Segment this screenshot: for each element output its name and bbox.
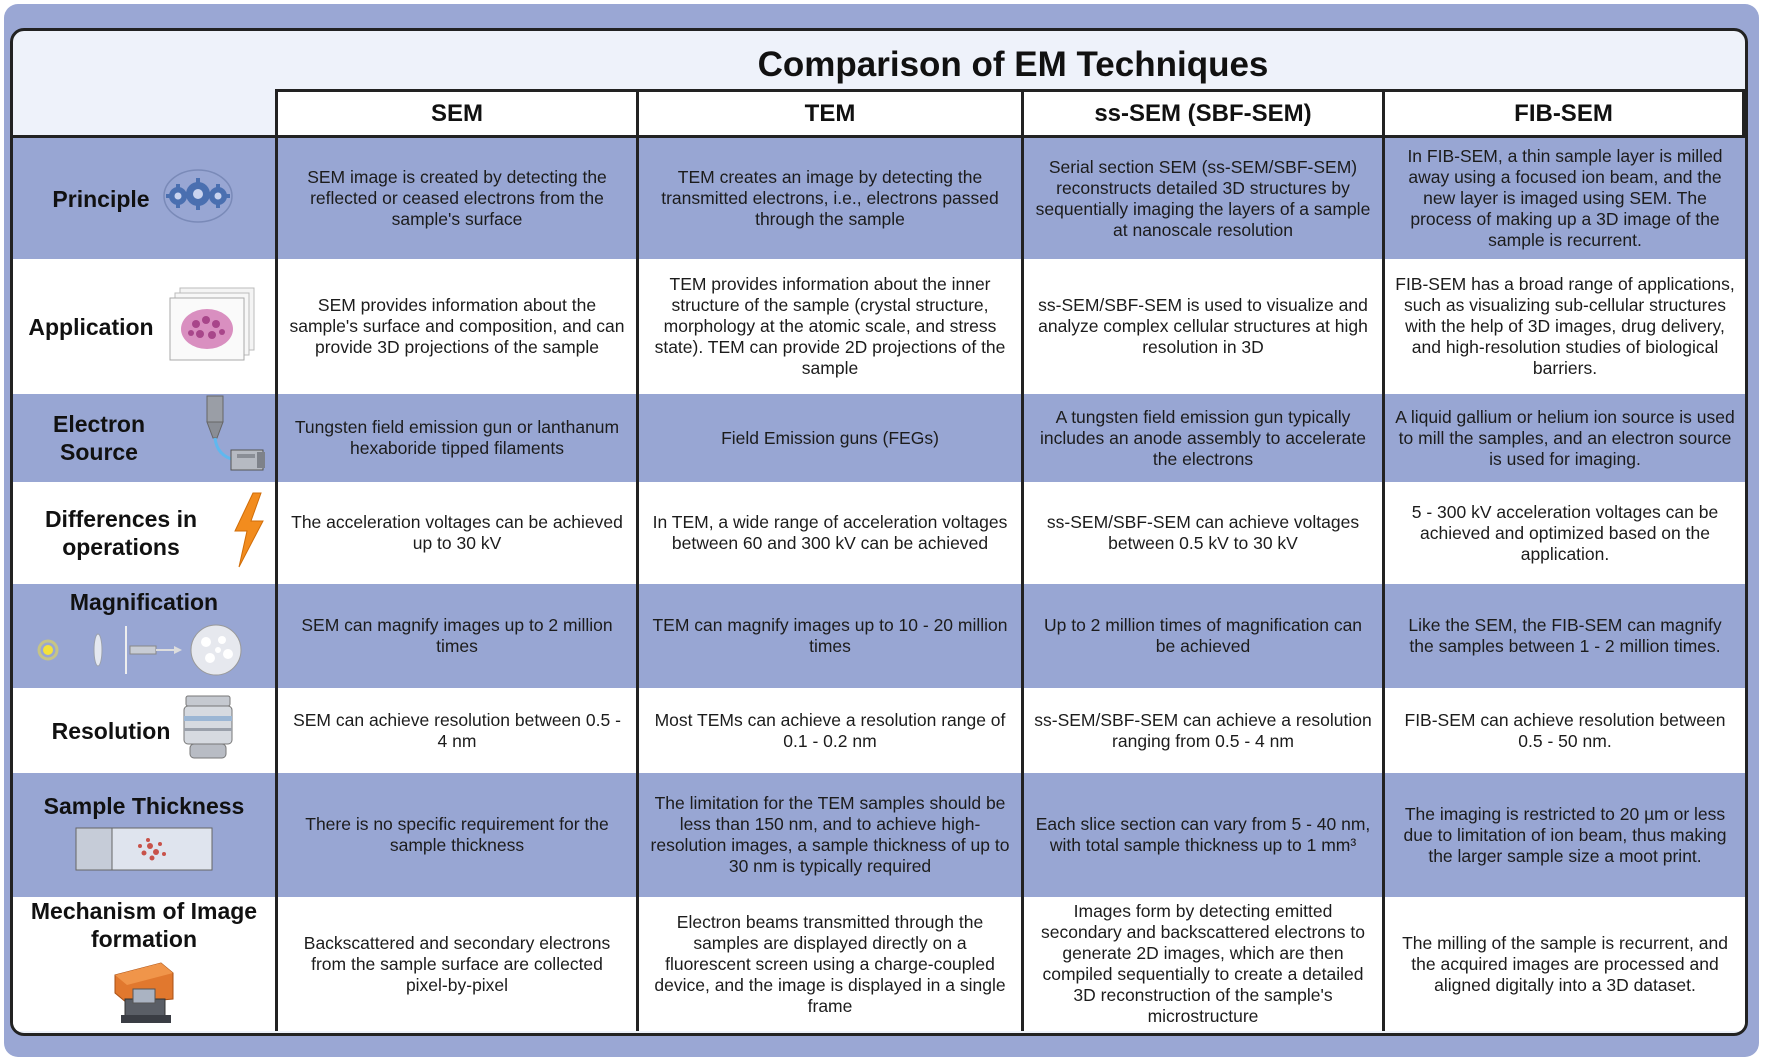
cell-magnification-tem: TEM can magnify images up to 10 - 20 million times [636,584,1021,688]
tissue-slides-icon [164,284,260,370]
cell-resolution-ss-sem: ss-SEM/SBF-SEM can achieve a resolution ranging from 0.5 - 4 nm [1021,688,1382,773]
cell-principle-fib-sem: In FIB-SEM, a thin sample layer is milled away using a focused ion beam, and the new layer is imaged using SEM. The process of making up a 3D image of the sample is recurrent. [1382,138,1745,259]
column-header-fib-sem: FIB-SEM [1382,89,1745,138]
cell-thickness-fib-sem: The imaging is restricted to 20 µm or less due to limitation of ion beam, thus making the larger sample size a moot print. [1382,773,1745,897]
row-label-text: Sample Thickness [43,793,245,819]
row-label-text: Mechanism of Image formation [30,898,258,952]
cell-mechanism-ss-sem: Images form by detecting emitted secondary and backscattered electrons to generate 2D images, which are then compiled sequentially to create a detailed 3D reconstruction of the sample's microstructure [1021,897,1382,1031]
microscope-slide-icon [74,826,214,878]
cell-electron-source-fib-sem: A liquid gallium or helium ion source is used to mill the samples, and an electron source is used for imaging. [1382,394,1745,482]
cell-thickness-ss-sem: Each slice section can vary from 5 - 40 nm, with total sample thickness up to 1 mm³ [1021,773,1382,897]
electron-gun-icon [187,394,267,482]
gears-icon [160,166,236,232]
comparison-table [13,89,1745,1031]
magnification-optics-icon [34,622,254,684]
row-label-text: Application [28,313,154,340]
row-label-text: Electron Source [52,411,146,465]
cell-application-fib-sem: FIB-SEM has a broad range of applications, such as visualizing sub-cellular structures with the help of 3D images, drug delivery, and high-resolution studies of biological barriers. [1382,259,1745,394]
objective-lens-icon [180,694,236,768]
row-label-text: Differences in operations [44,506,198,560]
cell-operations-ss-sem: ss-SEM/SBF-SEM can achieve voltages between 0.5 kV to 30 kV [1021,482,1382,584]
cell-electron-source-ss-sem: A tungsten field emission gun typically includes an anode assembly to accelerate the electrons [1021,394,1382,482]
cell-operations-sem: The acceleration voltages can be achieved up to 30 kV [275,482,636,584]
row-label-resolution [13,688,275,773]
cell-thickness-tem: The limitation for the TEM samples should be less than 150 nm, and to achieve high-resolution images, a sample thickness of up to 30 nm is typically required [636,773,1021,897]
row-label-electron-source [13,394,275,482]
row-label-differences-in-operations [13,482,275,584]
cell-operations-tem: In TEM, a wide range of acceleration voltages between 60 and 300 kV can be achieved [636,482,1021,584]
row-label-application [13,259,275,394]
cell-mechanism-sem: Backscattered and secondary electrons from the sample surface are collected pixel-by-pixel [275,897,636,1031]
cell-resolution-tem: Most TEMs can achieve a resolution range of 0.1 - 0.2 nm [636,688,1021,773]
comparison-panel [10,28,1748,1036]
cell-application-ss-sem: ss-SEM/SBF-SEM is used to visualize and analyze complex cellular structures at high resolution in 3D [1021,259,1382,394]
row-label-mechanism [13,897,275,1031]
cell-application-tem: TEM provides information about the inner structure of the sample (crystal structure, morphology at the atomic scale, and stress state). TEM can provide 2D projections of the sample [636,259,1021,394]
cell-mechanism-fib-sem: The milling of the sample is recurrent, and the acquired images are processed and aligned digitally into a 3D dataset. [1382,897,1745,1031]
column-header-tem: TEM [636,89,1021,138]
row-label-magnification [13,584,275,688]
cell-magnification-fib-sem: Like the SEM, the FIB-SEM can magnify the samples between 1 - 2 million times. [1382,584,1745,688]
page-title: Comparison of EM Techniques [757,45,1269,84]
cell-resolution-fib-sem: FIB-SEM can achieve resolution between 0.5 - 50 nm. [1382,688,1745,773]
row-label-text: Principle [52,185,150,212]
cell-resolution-sem: SEM can achieve resolution between 0.5 - 4 nm [275,688,636,773]
cell-magnification-sem: SEM can magnify images up to 2 million times [275,584,636,688]
row-label-text: Resolution [51,717,171,744]
cell-principle-ss-sem: Serial section SEM (ss-SEM/SBF-SEM) reconstructs detailed 3D structures by sequentially imaging the layers of a sample at nanoscale resolution [1021,138,1382,259]
cell-electron-source-sem: Tungsten field emission gun or lanthanum hexaboride tipped filaments [275,394,636,482]
cell-thickness-sem: There is no specific requirement for the sample thickness [275,773,636,897]
cell-mechanism-tem: Electron beams transmitted through the samples are displayed directly on a fluorescent screen using a charge-coupled device, and the image is displayed in a single frame [636,897,1021,1031]
column-header-ss-sem: ss-SEM (SBF-SEM) [1021,89,1382,138]
table-corner [13,89,275,138]
cell-application-sem: SEM provides information about the sample's surface and composition, and can provide 3D projections of the sample [275,259,636,394]
row-label-principle [13,138,275,259]
lightning-bolt-icon [231,491,267,575]
cell-operations-fib-sem: 5 - 300 kV acceleration voltages can be achieved and optimized based on the application. [1382,482,1745,584]
cell-magnification-ss-sem: Up to 2 million times of magnification can be achieved [1021,584,1382,688]
cell-principle-sem: SEM image is created by detecting the reflected or ceased electrons from the sample's surface [275,138,636,259]
row-label-text: Magnification [69,589,219,615]
column-header-sem: SEM [275,89,636,138]
row-label-sample-thickness [13,773,275,897]
cell-principle-tem: TEM creates an image by detecting the transmitted electrons, i.e., electrons passed through the sample [636,138,1021,259]
cell-electron-source-tem: Field Emission guns (FEGs) [636,394,1021,482]
microscope-instrument-icon [109,959,179,1031]
